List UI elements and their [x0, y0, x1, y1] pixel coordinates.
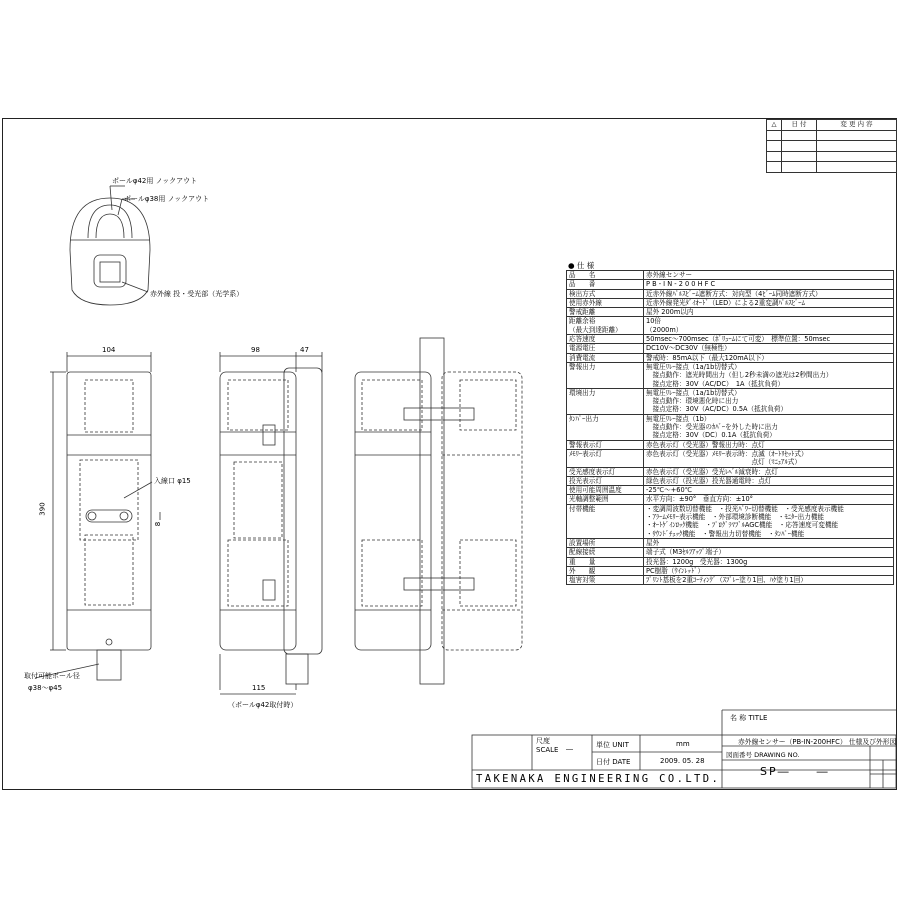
spec-value: [644, 467, 894, 476]
spec-key: 使用可能周囲温度: [567, 486, 644, 495]
title-label: 名 称 TITLE: [730, 714, 768, 722]
optics-label: 赤外線 投・受光部（光学系）: [150, 290, 244, 298]
spec-row: [567, 388, 894, 414]
unit-value: mm: [676, 740, 690, 748]
spec-key: 光軸調整範囲: [567, 495, 644, 504]
spec-value-line: （2000m）: [646, 325, 683, 334]
spec-row: [567, 467, 894, 476]
dim-height: 390: [38, 502, 47, 516]
pole-mount-note: （ポールφ42取付時）: [228, 701, 298, 709]
spec-value-line: 接点定格：30V（AC/DC）0.5A（抵抗負荷）: [646, 405, 788, 414]
spec-row: [567, 566, 894, 575]
spec-value: [644, 566, 894, 575]
spec-row: [567, 495, 894, 504]
spec-row: [567, 476, 894, 485]
spec-table: [566, 270, 894, 585]
spec-key: ﾀﾝﾊﾟｰ出力: [567, 414, 644, 440]
spec-key: 重 量: [567, 557, 644, 566]
spec-row: [567, 289, 894, 298]
spec-key: 設置場所: [567, 538, 644, 547]
pole-diameter-title: 取付可能ポール径: [24, 672, 80, 680]
spec-key: 警報表示灯: [567, 440, 644, 449]
spec-value: [644, 504, 894, 538]
spec-value-line: 無電圧ﾘﾚｰ接点（1a/1b切替式）: [646, 362, 741, 371]
spec-value-line: 赤色表示灯（受光器）受光ﾚﾍﾞﾙ減衰時：点灯: [646, 467, 778, 476]
spec-value-line: 接点動作：遮光時間出力（但し2秒未満の遮光は2秒間出力）: [646, 371, 833, 380]
drawing-number-label: 図面番号 DRAWING NO.: [726, 751, 800, 759]
spec-row: [567, 362, 894, 388]
date-label: 日付 DATE: [596, 758, 631, 766]
spec-value-line: ・変調周波数切替機能 ・投光ﾊﾟﾜｰ切替機能 ・受光感度表示機能: [646, 504, 844, 513]
spec-value: [644, 353, 894, 362]
spec-value: [644, 335, 894, 344]
spec-key: 距離余裕 （最大到達距離）: [567, 317, 644, 335]
spec-value-line: 緑色表示灯（投光器）投光器通電時：点灯: [646, 476, 772, 485]
spec-value-line: 近赤外線発光ﾀﾞｲｵｰﾄﾞ（LED）による2重変調ﾊﾟﾙｽﾋﾞｰﾑ: [646, 298, 805, 307]
spec-value: [644, 308, 894, 317]
spec-key: 外 観: [567, 566, 644, 575]
pole-mounted-view-drawing: [355, 338, 522, 684]
spec-value: [644, 317, 894, 335]
spec-value: [644, 362, 894, 388]
spec-value: [644, 449, 894, 467]
dim-side-width: 98: [251, 346, 260, 354]
spec-value: [644, 440, 894, 449]
dim-side-depth: 47: [300, 346, 309, 354]
spec-row: [567, 298, 894, 307]
spec-value: [644, 271, 894, 280]
spec-value-line: 点灯（ﾏﾆｭｱﾙ式）: [646, 458, 801, 467]
spec-value-line: 赤色表示灯（受光器）警報出力時：点灯: [646, 440, 765, 449]
spec-key: 使用赤外線: [567, 298, 644, 307]
spec-key: 付帯機能: [567, 504, 644, 538]
spec-row: [567, 449, 894, 467]
spec-value: [644, 388, 894, 414]
spec-value: [644, 280, 894, 289]
spec-value-line: 赤色表示灯（受光器）ﾒﾓﾘｰ表示時：点滅（ｵｰﾄﾘｾｯﾄ式）: [646, 449, 808, 458]
spec-key: 投光表示灯: [567, 476, 644, 485]
side-view-drawing: [220, 352, 322, 694]
date-value: 2009. 05. 28: [660, 757, 705, 765]
spec-row: [567, 335, 894, 344]
spec-value-line: ﾌﾟﾘﾝﾄ基板を2重ｺｰﾃｨﾝｸﾞ（ｽﾌﾟﾚｰ塗り1回、ﾊｹ塗り1回）: [646, 576, 807, 585]
scale-label: 尺度 SCALE: [536, 737, 559, 754]
spec-value-line: 端子式（M3ｾﾙﾌｱｯﾌﾟ端子）: [646, 548, 726, 557]
company-name: TAKENAKA ENGINEERING CO.LTD.: [476, 773, 721, 785]
spec-value-line: 無電圧ﾘﾚｰ接点（1b）: [646, 414, 711, 423]
spec-row: [567, 271, 894, 280]
spec-key: 品 名: [567, 271, 644, 280]
spec-value-line: ・ｻｳﾝﾄﾞﾁｪｯｸ機能 ・警報出力切替機能 ・ﾀﾝﾊﾟｰ機能: [646, 529, 805, 538]
spec-key: 消費電流: [567, 353, 644, 362]
spec-key: 配線接続: [567, 548, 644, 557]
knockout-42-label: ポールφ42用 ノックアウト: [112, 177, 198, 185]
spec-value-line: 屋外: [646, 538, 660, 547]
spec-row: [567, 353, 894, 362]
spec-value: [644, 476, 894, 485]
spec-value-line: 接点定格：30V（DC）0.1A（抵抗負荷）: [646, 431, 776, 440]
spec-row: [567, 538, 894, 547]
spec-value-line: PC樹脂（ｳｲﾝﾚｯﾄﾞ）: [646, 566, 705, 575]
dim-front-width: 104: [102, 346, 116, 354]
rev-header-content: 変 更 内 容: [817, 120, 897, 131]
spec-value: [644, 576, 894, 585]
spec-row: [567, 317, 894, 335]
spec-value: [644, 557, 894, 566]
spec-value-line: 投光器：1200g 受光器：1300g: [646, 557, 748, 566]
spec-row: [567, 280, 894, 289]
spec-value: [644, 298, 894, 307]
spec-value-line: 屋外 200m以内: [646, 308, 694, 317]
spec-key: 品 番: [567, 280, 644, 289]
spec-value: [644, 414, 894, 440]
spec-value-line: 接点動作：受光器のｶﾊﾞｰを外した時に出力: [646, 423, 778, 432]
spec-value-line: ・ｵｰﾄｹﾞｲﾝﾛｯｸ機能 ・ﾌﾟﾛｸﾞﾗﾏﾌﾞﾙAGC機能 ・応答速度可変機能: [646, 521, 839, 530]
spec-value-line: 水平方向：±90° 垂直方向：±10°: [646, 495, 753, 504]
spec-key: 受光感度表示灯: [567, 467, 644, 476]
rev-header-mark: △: [767, 120, 782, 131]
spec-value: [644, 289, 894, 298]
spec-value: [644, 344, 894, 353]
spec-value-line: 赤外線センサー: [646, 271, 693, 279]
spec-key: 警戒距離: [567, 308, 644, 317]
drawing-number-value: SP― ―: [760, 765, 830, 778]
spec-row: [567, 504, 894, 538]
spec-value-line: P B - I N - 2 0 0 H F C: [646, 280, 716, 289]
spec-key: 応答速度: [567, 335, 644, 344]
spec-row: [567, 548, 894, 557]
spec-row: [567, 557, 894, 566]
spec-value-line: 接点定格：30V（AC/DC） 1A（抵抗負荷）: [646, 379, 785, 388]
entry-hole-label: 入線口 φ15: [154, 477, 191, 485]
spec-row: [567, 440, 894, 449]
spec-key: 塩害対策: [567, 576, 644, 585]
spec-key: ﾒﾓﾘｰ表示灯: [567, 449, 644, 467]
spec-value-line: DC10V～DC30V（無極性）: [646, 344, 731, 353]
front-view-drawing: [35, 352, 163, 680]
spec-row: [567, 486, 894, 495]
spec-value-line: 近赤外線ﾊﾟﾙｽﾋﾞｰﾑ遮断方式：対向型（4ﾋﾞｰﾑ同時遮断方式）: [646, 289, 822, 298]
spec-row: [567, 414, 894, 440]
spec-key: 電源電圧: [567, 344, 644, 353]
spec-row: [567, 308, 894, 317]
scale-value: ―: [566, 745, 573, 753]
spec-value-line: -25℃～+60℃: [646, 486, 693, 495]
spec-row: [567, 576, 894, 585]
spec-heading: ● 仕 様: [568, 261, 595, 270]
spec-value: [644, 538, 894, 547]
spec-value-line: 無電圧ﾘﾚｰ接点（1a/1b切替式）: [646, 388, 741, 397]
rev-header-date: 日 付: [782, 120, 817, 131]
spec-value-line: 50msec～700msec（ﾎﾞﾘｭｰﾑにて可変） 標準位置：50msec: [646, 335, 831, 344]
dim-hole-offset: 8: [154, 521, 163, 527]
spec-value: [644, 495, 894, 504]
spec-key: 環境出力: [567, 388, 644, 414]
spec-value-line: 警戒時：85mA以下（最大120mA以下）: [646, 353, 768, 362]
spec-value: [644, 548, 894, 557]
dim-bottom-width: 115: [252, 684, 266, 692]
spec-value-line: ・ｱﾗｰﾑﾒﾓﾘｰ表示機能 ・外部環境診断機能 ・ﾓﾆﾀｰ出力機能: [646, 513, 825, 522]
pole-diameter-value: φ38～φ45: [28, 684, 63, 692]
spec-value: [644, 486, 894, 495]
spec-key: 検出方式: [567, 289, 644, 298]
spec-value-line: 接点動作：環境悪化時に出力: [646, 397, 739, 406]
spec-row: [567, 344, 894, 353]
spec-key: 警報出力: [567, 362, 644, 388]
unit-label: 単位 UNIT: [596, 741, 629, 749]
spec-value-line: 10倍: [646, 317, 661, 326]
knockout-38-label: ポールφ38用 ノックアウト: [124, 195, 210, 203]
title-value: 赤外線センサー（PB-IN-200HFC） 仕様及び外形図: [738, 738, 897, 746]
